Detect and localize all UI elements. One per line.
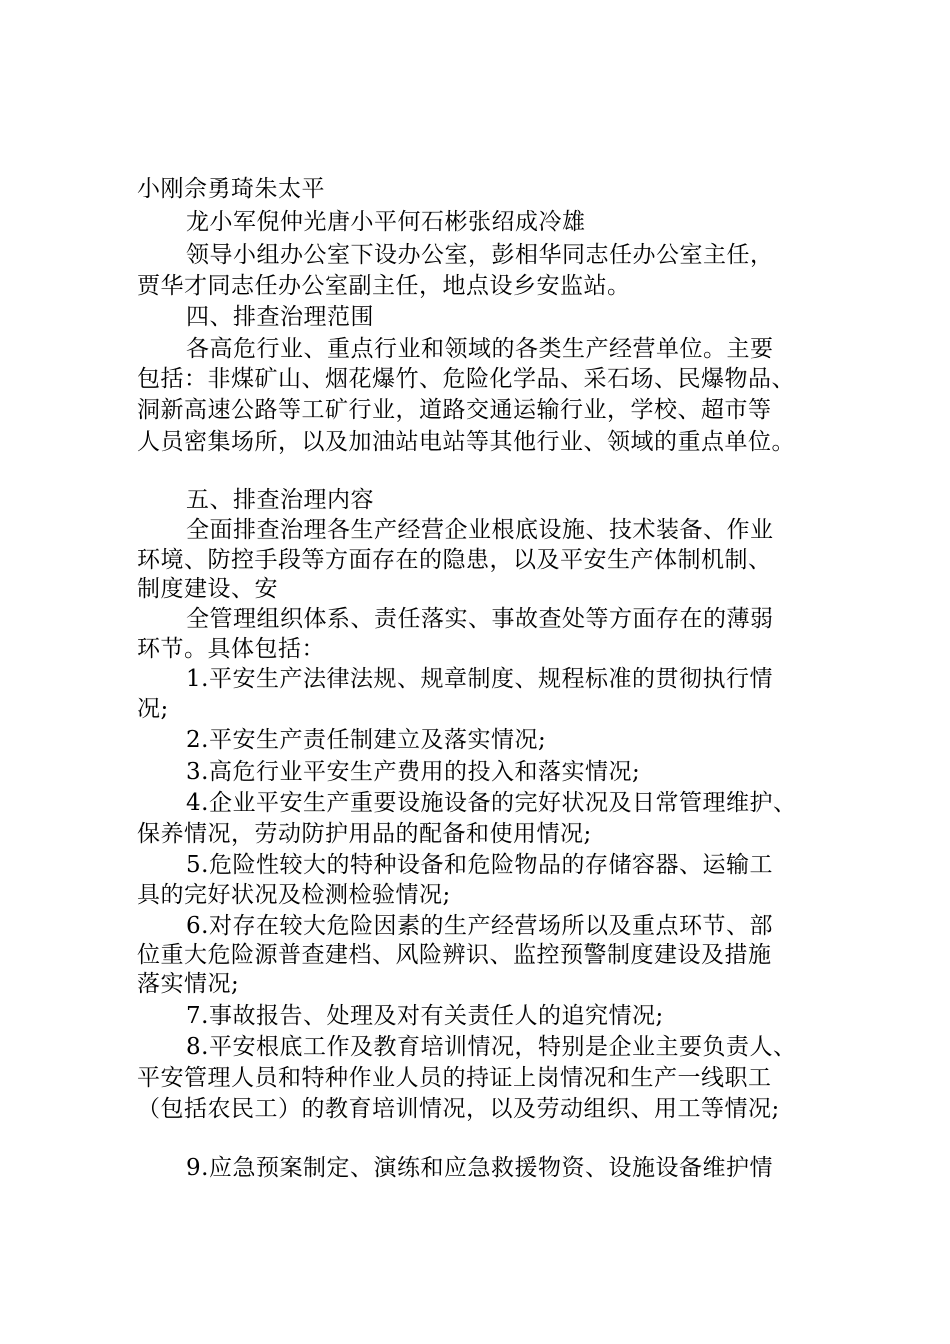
text-line-content-5: 环节。具体包括： [137,636,325,662]
list-item-7: 7.事故报告、处理及对有关责任人的追究情况; [186,1003,664,1029]
list-item-5-cont: 具的完好状况及检测检验情况; [137,882,451,908]
text-line-content-1: 全面排查治理各生产经营企业根底设施、技术装备、作业 [186,517,774,543]
text-line-scope-4: 人员密集场所，以及加油站电站等其他行业、领域的重点单位。 [137,429,795,455]
text-line-content-4: 全管理组织体系、责任落实、事故查处等方面存在的薄弱 [186,606,774,632]
list-item-6-cont-2: 落实情况; [137,971,240,997]
text-line-scope-3: 洞新高速公路等工矿行业，道路交通运输行业，学校、超市等 [137,397,772,423]
list-item-8: 8.平安根底工作及教育培训情况，特别是企业主要负责人、 [186,1034,797,1060]
list-item-6: 6.对存在较大危险因素的生产经营场所以及重点环节、部 [186,913,773,939]
text-line-office-setup-2: 贾华才同志任办公室副主任，地点设乡安监站。 [137,273,631,299]
section-heading-content: 五、排查治理内容 [186,487,374,513]
section-heading-scope: 四、排查治理范围 [186,304,374,330]
list-item-1: 1.平安生产法律法规、规章制度、规程标准的贯彻执行情 [186,666,773,692]
list-item-5: 5.危险性较大的特种设备和危险物品的存储容器、运输工 [186,852,773,878]
list-item-8-cont-1: 平安管理人员和特种作业人员的持证上岗情况和生产一线职工 [137,1065,772,1091]
list-item-4: 4.企业平安生产重要设施设备的完好状况及日常管理维护、 [186,790,797,816]
list-item-8-cont-2: （包括农民工）的教育培训情况，以及劳动组织、用工等情况; [137,1096,780,1122]
text-line-content-3: 制度建设、安 [137,576,278,602]
text-line-office-setup-1: 领导小组办公室下设办公室，彭相华同志任办公室主任， [186,242,774,268]
text-line-scope-2: 包括：非煤矿山、烟花爆竹、危险化学品、采石场、民爆物品、 [137,366,795,392]
text-line-leader-names-2: 龙小军倪仲光唐小平何石彬张绍成冷雄 [186,209,586,235]
list-item-9: 9.应急预案制定、演练和应急救援物资、设施设备维护情 [186,1155,773,1181]
text-line-content-2: 环境、防控手段等方面存在的隐患，以及平安生产体制机制、 [137,547,772,573]
text-line-leader-names-1: 小刚佘勇琦朱太平 [137,176,325,202]
list-item-3: 3.高危行业平安生产费用的投入和落实情况; [186,759,641,785]
text-line-scope-1: 各高危行业、重点行业和领域的各类生产经营单位。主要 [186,336,774,362]
list-item-6-cont-1: 位重大危险源普查建档、风险辨识、监控预警制度建设及措施 [137,942,772,968]
list-item-2: 2.平安生产责任制建立及落实情况; [186,727,547,753]
list-item-1-cont: 况; [137,696,169,722]
list-item-4-cont: 保养情况，劳动防护用品的配备和使用情况; [137,821,592,847]
